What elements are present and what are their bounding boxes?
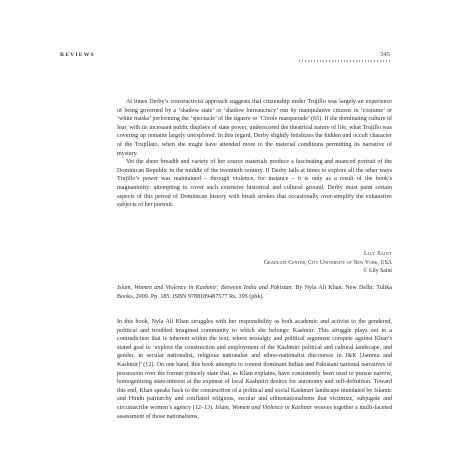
running-head: REVIEWS: [60, 52, 95, 58]
review-body-khan: [117, 318, 392, 421]
paragraph: At times Derby’s constructivist approach suggests that citizenship under Trujillo was largely an experience of being governed by a ‘shadow state’ or ‘shadow bureaucracy’ run by manipulative citizens in ‘costume’ or ‘white masks’ performing the ‘spectacle’ of the tíguere or ‘Creole masquerade’ (65). If the dominating culture of fear, with its incessant public displays of state power, underscored the theatrical nature of life, what Trujillo was covering up remains largely unexplored. In this regard, Derby slightly fetishizes the hidden and occult character of the Trujillato, when she might have attended more to the material conditions permitting its narrative of mystery.: [117, 99, 392, 157]
dotted-rule: [298, 60, 392, 62]
reviewer-signature: [117, 250, 392, 276]
reviewer-name: Lily Saint: [363, 251, 392, 257]
paragraph-text: In this book, Nyla Ali Khan struggles with her responsibility as both academic and activist to the gendered, political and troubled imagined community to which she belongs: Kashmir. This struggle plays out in a contradiction that is inherent within the text, where nostalgic and political argument compete against Khan’s stated goal to ‘explore the construction and employment of the Kashmiri political and cultural landscape, and gender, in secular nationalist, religious nationalist and ethno-nationalist discourses in J&K [Jammu and Kashmir]’ (12). On one hand, this book attempts to contest dominant Indian and Pakistani national narratives of possession over the former princely state that, as Khan explains, have consistently been used to pursue narrow, homogenizing state-interest at the expense of local Kashmiri desires for autonomy and self-definition. Toward this end, Khan speaks back to the construction of a political and social Kashmiri landscape inundated by Islamic and Hindu patriarchy and conflated religious, secular and ethnonationalisms that victimize, subjugate and circumscribe women’s agency (12–13).: [117, 319, 392, 411]
inline-book-title: Islam, Women and Violence in Kashmir: [215, 404, 313, 411]
paragraph-text-end: weaves together a multi-faceted assessment of those nationalisms,: [117, 404, 392, 420]
book-title: Islam, Women and Violence in Kashmir: Between India and Pakistan.: [117, 285, 294, 291]
review-body-derby: [117, 98, 392, 210]
reviewer-copyright: © Lily Saint: [363, 268, 392, 275]
book-citation: [117, 284, 392, 301]
book-details: By Nyla Ali Khan. New Delhi: Tulika Books, 2009. Pp. 185. ISBN 9788189487577 Rs. 395 (pbk).: [117, 285, 392, 300]
page-number: 345: [380, 51, 390, 58]
reviewer-affiliation: Graduate Center, City University of New York, USA: [263, 259, 392, 266]
paragraph: Yet the sheer breadth and variety of her source materials produce a fascinating and nuanced portrait of the Dominican Republic in the middle of the twentieth century. If Derby fails at times to explore all the other ways Trujillo’s power was maintained – through violence, for instance – it is only as a result of the book’s magnanimity: attempting to cover such extensive historical and cultural ground, Derby must paint certain aspects of this period of Dominican history with brush strokes that occasionally over-simplify the exhaustive subjects of her portrait.: [117, 159, 392, 209]
paragraph: [117, 318, 392, 421]
